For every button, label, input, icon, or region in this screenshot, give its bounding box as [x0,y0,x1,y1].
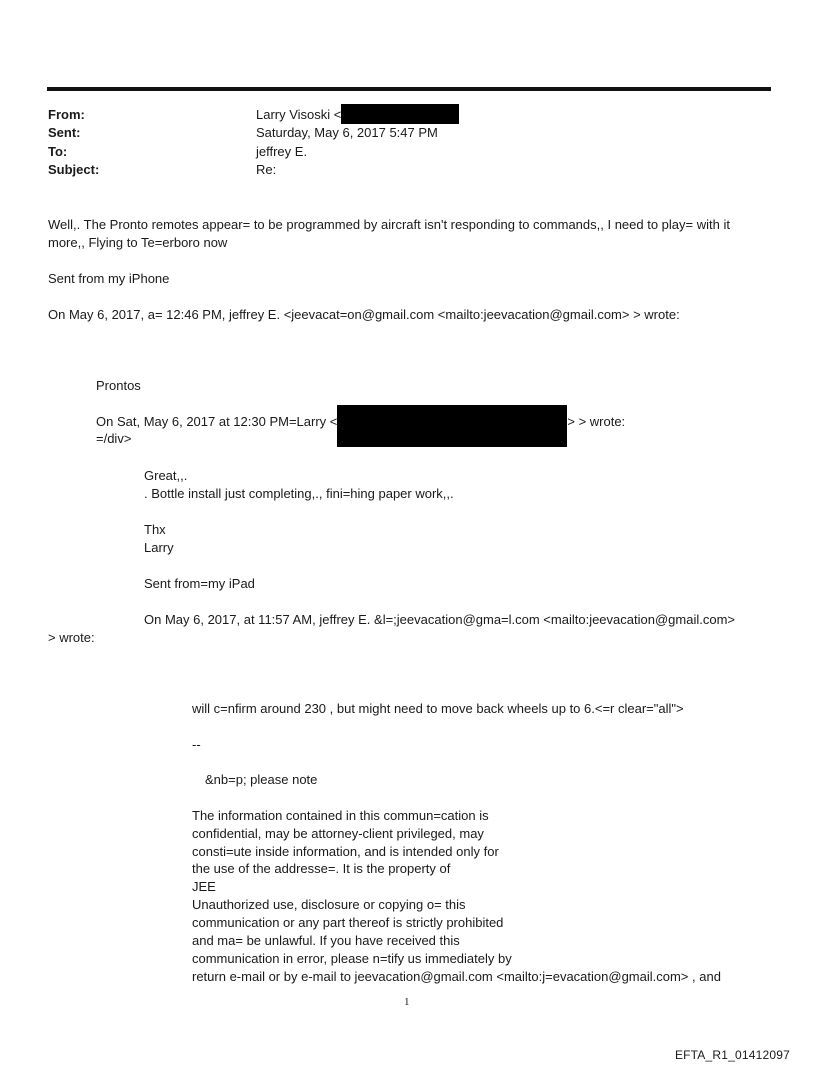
disclaimer-line: communication or any part thereof is strictly prohibited [192,915,504,930]
quote-intro [96,413,625,447]
from-value [256,107,459,124]
quote-intro-tail: > wrote: [48,630,95,645]
disclaimer-line: and ma= be unlawful. If you have received this [192,933,460,948]
bates-number: EFTA_R1_01412097 [674,1048,790,1062]
disclaimer-line: Unauthorized use, disclosure or copying o= this [192,897,466,912]
sent-label: Sent: [48,125,81,140]
body-line: =/div> [96,431,132,446]
quote-intro: On May 6, 2017, a= 12:46 PM, jeffrey E. <jeevacat=on@gmail.com <mailto:jeevacation@gmail.com> > wrote: [48,307,680,322]
signature: Sent from=my iPad [144,576,255,591]
body-line: will c=nfirm around 230 , but might need to move back wheels up to 6.<=r clear="all"> [192,701,684,716]
body-line: Thx [144,522,166,537]
disclaimer-line: the use of the addresse=. It is the property of [192,861,451,876]
from-name: Larry Visoski < [256,107,342,122]
quote-intro: On May 6, 2017, at 11:57 AM, jeffrey E. &l=;jeevacation@gma=l.com <mailto:jeevacation@gmail.com> [144,612,735,627]
body-line: Larry [144,540,174,555]
subject-value: Re: [256,162,277,177]
quote-intro-end: > > wrote: [567,414,626,429]
redaction-box [341,104,459,124]
disclaimer-line: JEE [192,879,216,894]
subject-label: Subject: [48,162,100,177]
page-number: 1 [404,996,410,1008]
body-line: Great,,. [144,468,188,483]
disclaimer-line: confidential, may be attorney-client privileged, may [192,826,484,841]
body-line: -- [192,737,201,752]
body-line: &nb=p; please note [205,772,318,787]
body-line: Well,. The Pronto remotes appear= to be programmed by aircraft isn't responding to commands,, I need to play= with it [48,217,730,232]
redaction-box [337,405,567,447]
from-label: From: [48,107,85,122]
disclaimer-line: return e-mail or by e-mail to jeevacation@gmail.com <mailto:j=evacation@gmail.com> , and [192,969,721,984]
disclaimer-line: consti=ute inside information, and is intended only for [192,844,499,859]
quote-intro-start: On Sat, May 6, 2017 at 12:30 PM=Larry < [96,414,338,429]
signature: Sent from my iPhone [48,271,170,286]
disclaimer-line: communication in error, please n=tify us immediately by [192,951,512,966]
to-label: To: [48,144,68,159]
sent-value: Saturday, May 6, 2017 5:47 PM [256,125,438,140]
body-line: Prontos [96,378,141,393]
disclaimer-line: The information contained in this commun=cation is [192,808,489,823]
to-value: jeffrey E. [256,144,308,159]
body-line: . Bottle install just completing,., fini=hing paper work,,. [144,486,454,501]
body-line: more,, Flying to Te=erboro now [48,235,228,250]
header-rule [47,87,771,91]
